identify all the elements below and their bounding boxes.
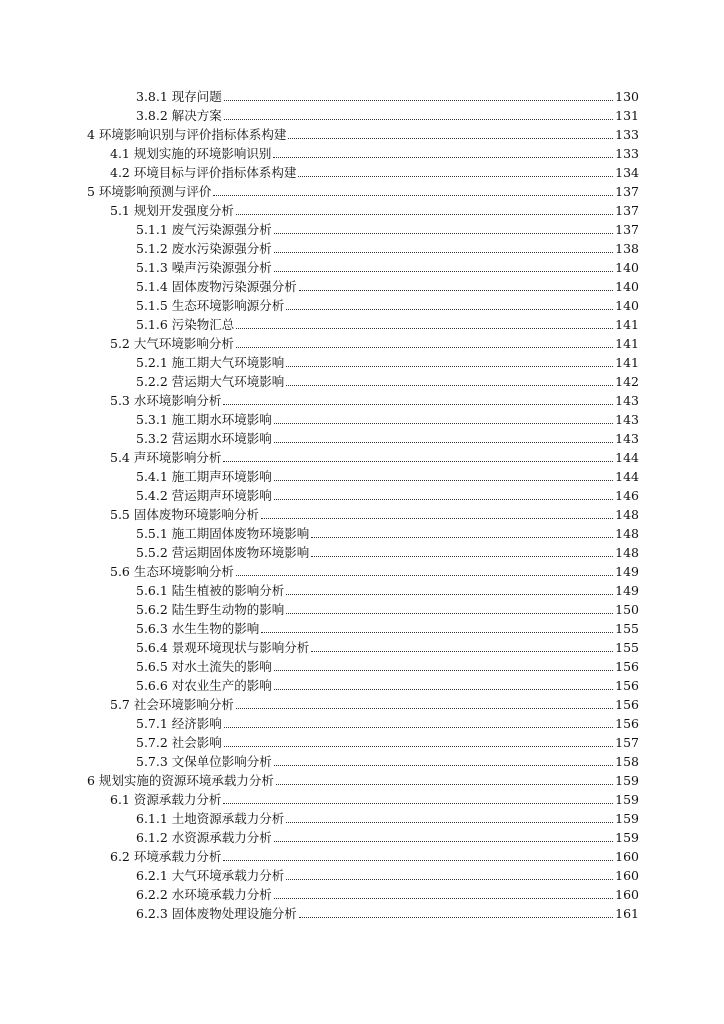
toc-dot-leader xyxy=(224,100,613,101)
toc-entry-title: 6.2.1 大气环境承载力分析 xyxy=(136,868,285,883)
toc-entry-title: 3.8.1 现存问题 xyxy=(136,89,222,104)
toc-entry-level-3[interactable] xyxy=(0,903,724,922)
toc-entry-level-3[interactable] xyxy=(0,276,724,295)
toc-dot-leader xyxy=(274,689,613,690)
toc-page-number: 156 xyxy=(615,697,639,712)
toc-page-number: 130 xyxy=(615,89,639,104)
toc-page-number: 159 xyxy=(615,811,639,826)
toc-dot-leader xyxy=(276,784,613,785)
toc-entry-level-3[interactable] xyxy=(0,105,724,124)
toc-dot-leader xyxy=(286,613,613,614)
toc-entry-level-3[interactable] xyxy=(0,314,724,333)
toc-entry-level-3[interactable] xyxy=(0,295,724,314)
toc-entry-level-2[interactable] xyxy=(0,846,724,865)
toc-dot-leader xyxy=(274,480,613,481)
toc-entry-title: 5.3.2 营运期水环境影响 xyxy=(136,431,272,446)
toc-page-number: 141 xyxy=(615,317,639,332)
toc-entry-title: 5.7 社会环境影响分析 xyxy=(110,697,234,712)
toc-entry-title: 5.4 声环境影响分析 xyxy=(110,450,222,465)
toc-page-number: 133 xyxy=(615,146,639,161)
toc-page-number: 149 xyxy=(615,583,639,598)
toc-page-number: 159 xyxy=(615,773,639,788)
toc-entry-level-1[interactable] xyxy=(0,181,724,200)
toc-entry-title: 3.8.2 解决方案 xyxy=(136,108,222,123)
toc-dot-leader xyxy=(299,917,613,918)
toc-dot-leader xyxy=(274,442,613,443)
toc-entry-level-3[interactable] xyxy=(0,675,724,694)
toc-page-number: 133 xyxy=(615,127,639,142)
toc-page-number: 140 xyxy=(615,260,639,275)
toc-entry-title: 5.1.1 废气污染源强分析 xyxy=(136,222,272,237)
toc-entry-level-2[interactable] xyxy=(0,143,724,162)
toc-entry-title: 5.1 规划开发强度分析 xyxy=(110,203,234,218)
toc-page-number: 143 xyxy=(615,412,639,427)
toc-dot-leader xyxy=(311,537,613,538)
toc-page-number: 160 xyxy=(615,887,639,902)
toc-entry-title: 5.7.3 文保单位影响分析 xyxy=(136,754,272,769)
toc-entry-level-3[interactable] xyxy=(0,428,724,447)
toc-entry-title: 4.2 环境目标与评价指标体系构建 xyxy=(110,165,297,180)
toc-dot-leader xyxy=(288,138,613,139)
toc-entry-title: 5.4.2 营运期声环境影响 xyxy=(136,488,272,503)
toc-entry-level-1[interactable] xyxy=(0,124,724,143)
toc-entry-title: 5.1.2 废水污染源强分析 xyxy=(136,241,272,256)
toc-entry-level-2[interactable] xyxy=(0,447,724,466)
toc-page-number: 142 xyxy=(615,374,639,389)
toc-entry-title: 6.2.3 固体废物处理设施分析 xyxy=(136,906,297,921)
toc-dot-leader xyxy=(298,176,613,177)
toc-entry-title: 5.4.1 施工期声环境影响 xyxy=(136,469,272,484)
toc-entry-level-3[interactable] xyxy=(0,656,724,675)
toc-entry-level-2[interactable] xyxy=(0,390,724,409)
toc-dot-leader xyxy=(223,404,613,405)
toc-entry-level-3[interactable] xyxy=(0,485,724,504)
toc-entry-title: 5.2 大气环境影响分析 xyxy=(110,336,234,351)
toc-entry-title: 6 规划实施的资源环境承载力分析 xyxy=(87,773,274,788)
toc-dot-leader xyxy=(273,157,613,158)
toc-entry-level-3[interactable] xyxy=(0,86,724,105)
toc-page-number: 155 xyxy=(615,640,639,655)
toc-page-number: 160 xyxy=(615,868,639,883)
toc-dot-leader xyxy=(274,252,613,253)
toc-page-number: 146 xyxy=(615,488,639,503)
toc-page-number: 148 xyxy=(615,545,639,560)
toc-entry-title: 5.2.2 营运期大气环境影响 xyxy=(136,374,285,389)
toc-entry-title: 5.6.6 对农业生产的影响 xyxy=(136,678,272,693)
toc-dot-leader xyxy=(274,499,613,500)
toc-entry-level-3[interactable] xyxy=(0,865,724,884)
toc-entry-level-3[interactable] xyxy=(0,827,724,846)
toc-entry-title: 5.1.4 固体废物污染源强分析 xyxy=(136,279,297,294)
toc-dot-leader xyxy=(224,727,613,728)
toc-page-number: 137 xyxy=(615,184,639,199)
toc-dot-leader xyxy=(223,803,613,804)
toc-dot-leader xyxy=(236,708,613,709)
toc-entry-title: 5.2.1 施工期大气环境影响 xyxy=(136,355,285,370)
toc-page-number: 156 xyxy=(615,659,639,674)
toc-page-number: 159 xyxy=(615,792,639,807)
toc-entry-level-3[interactable] xyxy=(0,371,724,390)
toc-entry-title: 5.3 水环境影响分析 xyxy=(110,393,222,408)
toc-entry-title: 5.3.1 施工期水环境影响 xyxy=(136,412,272,427)
toc-page-number: 140 xyxy=(615,298,639,313)
toc-dot-leader xyxy=(224,746,613,747)
toc-dot-leader xyxy=(236,214,613,215)
toc-dot-leader xyxy=(261,632,613,633)
toc-entry-title: 5.1.6 污染物汇总 xyxy=(136,317,235,332)
toc-entry-level-3[interactable] xyxy=(0,542,724,561)
toc-dot-leader xyxy=(223,860,613,861)
toc-entry-level-3[interactable] xyxy=(0,523,724,542)
toc-page-number: 160 xyxy=(615,849,639,864)
toc-entry-level-3[interactable] xyxy=(0,580,724,599)
toc-entry-level-2[interactable] xyxy=(0,694,724,713)
toc-entry-title: 5.1.3 噪声污染源强分析 xyxy=(136,260,272,275)
toc-page-number: 144 xyxy=(615,450,639,465)
toc-page-number: 141 xyxy=(615,355,639,370)
toc-page-number: 143 xyxy=(615,431,639,446)
toc-dot-leader xyxy=(286,385,613,386)
toc-entry-level-1[interactable] xyxy=(0,770,724,789)
toc-page-number: 157 xyxy=(615,735,639,750)
toc-page-number: 161 xyxy=(615,906,639,921)
toc-dot-leader xyxy=(311,556,613,557)
toc-entry-title: 5 环境影响预测与评价 xyxy=(87,184,212,199)
toc-entry-level-3[interactable] xyxy=(0,257,724,276)
toc-dot-leader xyxy=(286,822,613,823)
toc-entry-level-3[interactable] xyxy=(0,352,724,371)
toc-dot-leader xyxy=(286,594,613,595)
toc-dot-leader xyxy=(311,651,613,652)
toc-dot-leader xyxy=(236,575,613,576)
toc-entry-level-2[interactable] xyxy=(0,333,724,352)
toc-entry-level-3[interactable] xyxy=(0,808,724,827)
toc-dot-leader xyxy=(261,518,613,519)
toc-page-number: 150 xyxy=(615,602,639,617)
table-of-contents xyxy=(0,86,724,922)
toc-page-number: 155 xyxy=(615,621,639,636)
toc-entry-level-3[interactable] xyxy=(0,409,724,428)
toc-entry-title: 5.6.2 陆生野生动物的影响 xyxy=(136,602,285,617)
toc-entry-title: 5.6.5 对水土流失的影响 xyxy=(136,659,272,674)
toc-entry-level-3[interactable] xyxy=(0,884,724,903)
toc-page-number: 134 xyxy=(615,165,639,180)
toc-dot-leader xyxy=(223,461,613,462)
toc-page-number: 141 xyxy=(615,336,639,351)
toc-entry-title: 6.1 资源承载力分析 xyxy=(110,792,222,807)
toc-page-number: 144 xyxy=(615,469,639,484)
toc-page-number: 140 xyxy=(615,279,639,294)
toc-dot-leader xyxy=(236,328,613,329)
toc-entry-title: 5.6 生态环境影响分析 xyxy=(110,564,234,579)
toc-dot-leader xyxy=(274,670,613,671)
toc-entry-level-2[interactable] xyxy=(0,200,724,219)
toc-page-number: 148 xyxy=(615,507,639,522)
toc-entry-title: 6.1.2 水资源承载力分析 xyxy=(136,830,272,845)
toc-page-number: 143 xyxy=(615,393,639,408)
toc-dot-leader xyxy=(274,423,613,424)
toc-page-number: 149 xyxy=(615,564,639,579)
toc-entry-title: 5.5.2 营运期固体废物环境影响 xyxy=(136,545,310,560)
toc-dot-leader xyxy=(274,765,613,766)
toc-entry-title: 5.5.1 施工期固体废物环境影响 xyxy=(136,526,310,541)
toc-dot-leader xyxy=(224,119,613,120)
toc-dot-leader xyxy=(274,898,613,899)
toc-dot-leader xyxy=(274,271,613,272)
toc-entry-title: 4.1 规划实施的环境影响识别 xyxy=(110,146,272,161)
toc-entry-level-2[interactable] xyxy=(0,561,724,580)
toc-page-number: 158 xyxy=(615,754,639,769)
toc-entry-title: 4 环境影响识别与评价指标体系构建 xyxy=(87,127,287,142)
toc-page-number: 131 xyxy=(615,108,639,123)
toc-dot-leader xyxy=(286,309,613,310)
toc-entry-level-3[interactable] xyxy=(0,751,724,770)
toc-entry-level-3[interactable] xyxy=(0,713,724,732)
toc-entry-title: 6.2.2 水环境承载力分析 xyxy=(136,887,272,902)
toc-entry-level-2[interactable] xyxy=(0,504,724,523)
toc-dot-leader xyxy=(299,290,613,291)
toc-entry-title: 5.7.2 社会影响 xyxy=(136,735,222,750)
toc-page-number: 137 xyxy=(615,222,639,237)
toc-entry-level-2[interactable] xyxy=(0,789,724,808)
toc-entry-title: 5.1.5 生态环境影响源分析 xyxy=(136,298,285,313)
toc-dot-leader xyxy=(286,879,613,880)
toc-page-number: 156 xyxy=(615,716,639,731)
toc-entry-title: 5.7.1 经济影响 xyxy=(136,716,222,731)
toc-entry-title: 5.6.3 水生生物的影响 xyxy=(136,621,260,636)
toc-entry-level-3[interactable] xyxy=(0,637,724,656)
toc-page-number: 156 xyxy=(615,678,639,693)
toc-entry-title: 6.1.1 土地资源承载力分析 xyxy=(136,811,285,826)
toc-entry-title: 5.6.4 景观环境现状与影响分析 xyxy=(136,640,310,655)
toc-entry-level-3[interactable] xyxy=(0,599,724,618)
toc-dot-leader xyxy=(274,233,613,234)
toc-page-number: 159 xyxy=(615,830,639,845)
toc-page-number: 148 xyxy=(615,526,639,541)
toc-page-number: 137 xyxy=(615,203,639,218)
toc-entry-title: 5.5 固体废物环境影响分析 xyxy=(110,507,259,522)
toc-dot-leader xyxy=(236,347,613,348)
toc-entry-title: 6.2 环境承载力分析 xyxy=(110,849,222,864)
toc-entry-level-2[interactable] xyxy=(0,162,724,181)
toc-dot-leader xyxy=(213,195,613,196)
toc-entry-level-3[interactable] xyxy=(0,238,724,257)
toc-dot-leader xyxy=(274,841,613,842)
toc-entry-title: 5.6.1 陆生植被的影响分析 xyxy=(136,583,285,598)
toc-page-number: 138 xyxy=(615,241,639,256)
toc-entry-level-3[interactable] xyxy=(0,732,724,751)
toc-dot-leader xyxy=(286,366,613,367)
toc-entry-level-3[interactable] xyxy=(0,219,724,238)
toc-entry-level-3[interactable] xyxy=(0,466,724,485)
toc-entry-level-3[interactable] xyxy=(0,618,724,637)
